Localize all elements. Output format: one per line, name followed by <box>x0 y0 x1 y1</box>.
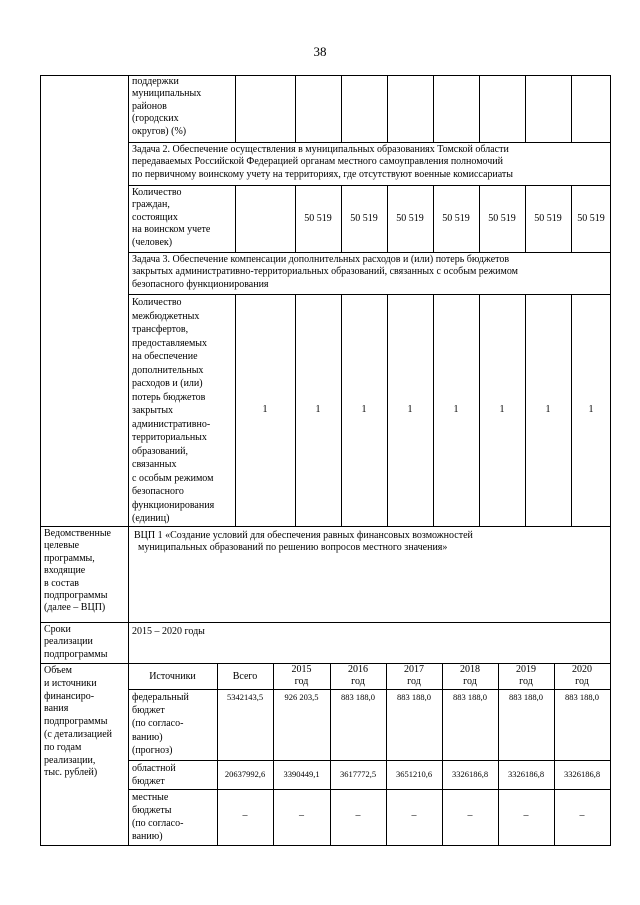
task3-value: 1 <box>262 404 268 415</box>
regional-2019: 3326186,8 <box>507 769 545 779</box>
rule <box>525 75 526 142</box>
task2-value: 50 519 <box>396 213 424 224</box>
task1-indicator-label: поддержки муниципальных районов (городских округов) (%) <box>132 76 202 137</box>
header-year-2017: 2017 год <box>404 664 424 687</box>
federal-2017: 883 188,0 <box>397 692 431 702</box>
header-year-2016: 2016 год <box>348 664 368 687</box>
page-number: 38 <box>313 44 327 59</box>
rule <box>128 789 611 790</box>
task3-title: Задача 3. Обеспечение компенсации дополнительных расходов и (или) потерь бюджетов закрытых административно-территориальных образований, связанных с особым режимом безопасного функционирования <box>132 254 518 290</box>
rule <box>128 689 611 690</box>
rule <box>128 760 611 761</box>
rule <box>128 252 611 253</box>
federal-2019: 883 188,0 <box>509 692 543 702</box>
terms-label: Сроки реализации подпрограммы <box>44 624 108 660</box>
rule <box>479 75 480 142</box>
rule <box>295 75 296 142</box>
rule <box>128 75 129 846</box>
local-2019: – <box>523 810 529 821</box>
regional-2020: 3326186,8 <box>563 769 601 779</box>
task3-value: 1 <box>407 404 413 415</box>
task2-value: 50 519 <box>488 213 516 224</box>
rule <box>571 75 572 142</box>
rule <box>433 75 434 142</box>
federal-2016: 883 188,0 <box>341 692 375 702</box>
terms-value: 2015 – 2020 годы <box>132 626 205 637</box>
finance-label: Объем и источники финансиро- вания подпрограммы (с детализацией по годам реализации, тыс. рублей) <box>44 665 113 779</box>
task2-value: 50 519 <box>534 213 562 224</box>
vcp-label: Ведомственные целевые программы, входящие в состав подпрограммы (далее – ВЦП) <box>44 528 111 614</box>
local-total: – <box>242 810 248 821</box>
rule <box>610 75 611 846</box>
rule <box>387 75 388 142</box>
rule <box>128 185 611 186</box>
task3-value: 1 <box>588 404 594 415</box>
header-year-2019: 2019 год <box>516 664 536 687</box>
source-regional: областной бюджет <box>132 763 176 787</box>
rule <box>235 75 236 142</box>
task3-value: 1 <box>499 404 505 415</box>
task3-value: 1 <box>453 404 459 415</box>
source-local: местные бюджеты (по согласо- ванию) <box>132 792 184 842</box>
header-year-2020: 2020 год <box>572 664 592 687</box>
federal-2018: 883 188,0 <box>453 692 487 702</box>
source-federal: федеральный бюджет (по согласо- ванию) (прогноз) <box>132 692 189 756</box>
task2-value: 50 519 <box>350 213 378 224</box>
regional-total: 20637992,6 <box>224 769 266 779</box>
task2-title: Задача 2. Обеспечение осуществления в муниципальных образованиях Томской области передаваемых Российской Федерацией органам местного самоуправления полномочий по первичному воинскому учету на территориях, где отсутствуют военные комиссариаты <box>132 144 514 180</box>
local-2020: – <box>579 810 585 821</box>
task2-value: 50 519 <box>442 213 470 224</box>
task2-value: 50 519 <box>577 213 605 224</box>
task2-value: 50 519 <box>304 213 332 224</box>
regional-2015: 3390449,1 <box>283 769 320 779</box>
regional-2018: 3326186,8 <box>451 769 489 779</box>
rule <box>128 294 611 295</box>
header-year-2015: 2015 год <box>291 664 312 687</box>
rule <box>128 142 611 143</box>
rule <box>40 622 611 623</box>
header-year-2018: 2018 год <box>460 664 480 687</box>
task2-indicator-label: Количество граждан, состоящих на воинском учете (человек) <box>132 187 211 248</box>
federal-2020: 883 188,0 <box>565 692 599 702</box>
federal-2015: 926 203,5 <box>284 692 319 702</box>
rule <box>40 75 41 846</box>
rule <box>40 845 611 846</box>
rule <box>235 185 236 252</box>
vcp-text: ВЦП 1 «Создание условий для обеспечения равных финансовых возможностей муниципальных образований по решению вопросов местного значения» <box>134 530 473 554</box>
task3-value: 1 <box>361 404 367 415</box>
local-2015: – <box>299 810 304 821</box>
local-2017: – <box>411 810 417 821</box>
header-total: Всего <box>232 671 258 682</box>
rule <box>40 526 611 527</box>
task3-value: 1 <box>315 404 321 415</box>
federal-total: 5342143,5 <box>226 692 264 702</box>
local-2016: – <box>355 810 361 821</box>
header-sources: Источники <box>149 671 196 682</box>
local-2018: – <box>467 810 473 821</box>
task3-indicator-label: Количество межбюджетных трансфертов, предоставляемых на обеспечение дополнительных расходов и (или) потерь бюджетов закрытых административно- территориальных образований, связанных с особым режимом безопасного функционирования (единиц) <box>132 297 215 524</box>
regional-2016: 3617772,5 <box>339 769 377 779</box>
task3-value: 1 <box>545 404 551 415</box>
rule <box>341 75 342 142</box>
regional-2017: 3651210,6 <box>395 769 433 779</box>
